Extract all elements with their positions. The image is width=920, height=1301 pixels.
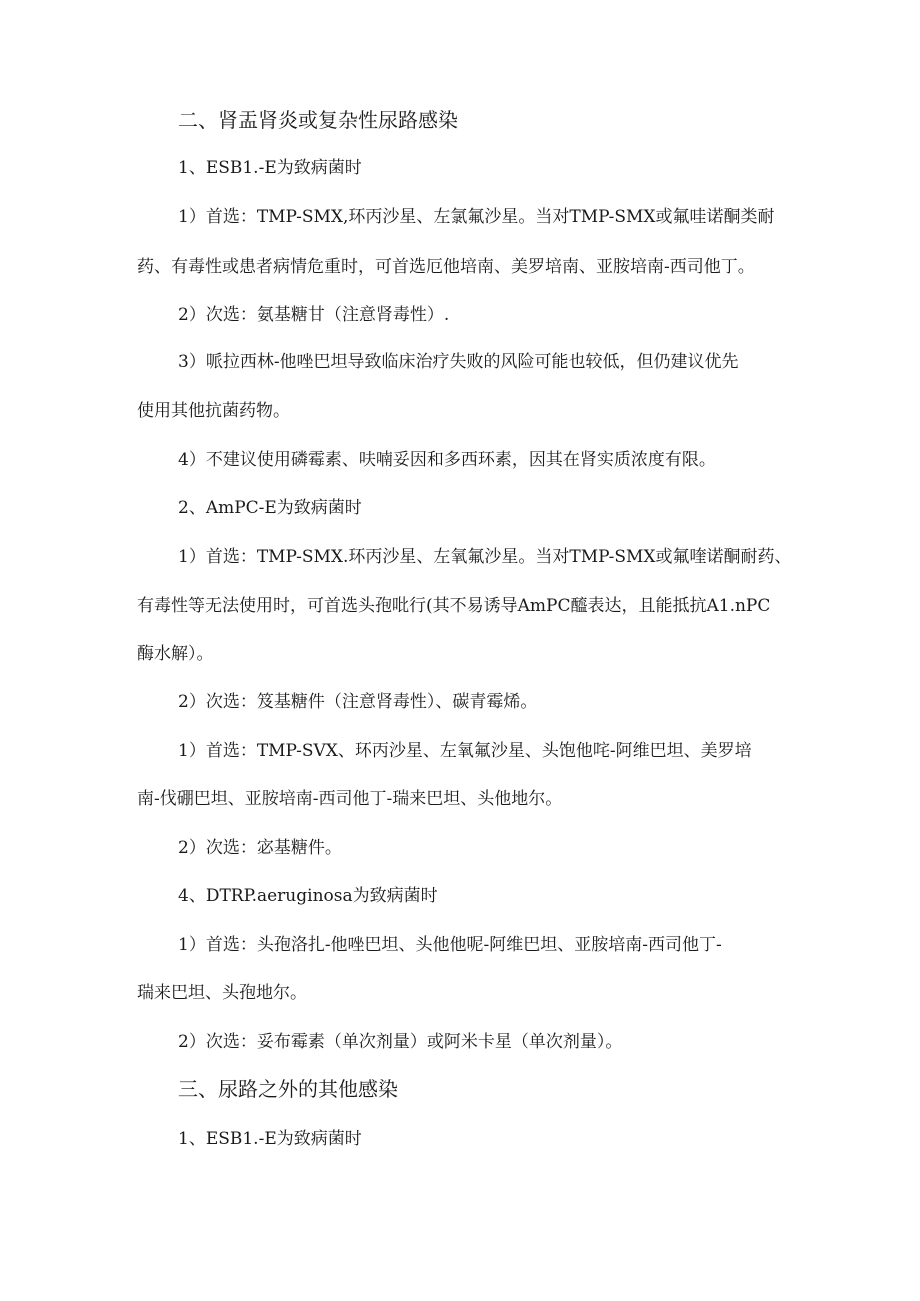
- paragraph-line: 1）首选：头孢洛扎-他唑巴坦、头他他呢-阿维巴坦、亚胺培南-西司他丁-: [178, 935, 722, 955]
- paragraph-line: 4）不建议使用磷霉素、呋喃妥因和多西环素，因其在肾实质浓度有限。: [178, 450, 716, 470]
- paragraph-line: 1）首选：TMP-SMX.环丙沙星、左氧氟沙星。当对TMP-SMX或氟喹诺酮耐药、: [178, 547, 792, 567]
- paragraph-line: 3）哌拉西林-他唑巴坦导致临床治疗失败的风险可能也较低，但仍建议优先: [178, 352, 739, 372]
- section-heading-2: 二、肾盂肾炎或复杂性尿路感染: [178, 108, 458, 132]
- paragraph-line: 南-伐硼巴坦、亚胺培南-西司他丁-瑞来巴坦、头他地尔。: [137, 789, 563, 809]
- paragraph-line: 2）次选：氨基糖甘（注意肾毒性）.: [178, 305, 450, 325]
- subsection-title-dtr-pa: 4、DTRP.aeruginosa为致病菌时: [178, 886, 438, 906]
- section-heading-3: 三、尿路之外的其他感染: [178, 1077, 398, 1101]
- paragraph-line: 1）首选：TMP-SMX,环丙沙星、左氯氟沙星。当对TMP-SMX或氟哇诺酮类耐: [178, 207, 775, 227]
- paragraph-line: 酶水解）。: [137, 644, 214, 664]
- paragraph-line: 2）次选：笈基糖件（注意肾毒性）、碳青霉烯。: [178, 692, 538, 712]
- subsection-title-ampc: 2、AmPC-E为致病菌时: [178, 498, 362, 518]
- paragraph-line: 2）次选：宓基糖件。: [178, 838, 342, 858]
- subsection-title-esbl: 1、ESB1.-E为致病菌时: [178, 1129, 362, 1149]
- paragraph-line: 有毒性等无法使用时，可首选头孢吡行(其不易诱导AmPC醯表达，且能抵抗A1.nPC: [137, 596, 771, 616]
- subsection-title-esbl: 1、ESB1.-E为致病菌时: [178, 158, 362, 178]
- paragraph-line: 瑞来巴坦、头孢地尔。: [137, 983, 307, 1003]
- paragraph-line: 药、有毒性或患者病情危重时，可首选厄他培南、美罗培南、亚胺培南-西司他丁。: [137, 257, 755, 277]
- paragraph-line: 使用其他抗菌药物。: [137, 401, 290, 421]
- paragraph-line: 2）次选：妥布霉素（单次剂量）或阿米卡星（单次剂量）。: [178, 1032, 623, 1052]
- paragraph-line: 1）首选：TMP-SVX、环丙沙星、左氧氟沙星、头饱他咤-阿维巴坦、美罗培: [178, 741, 752, 761]
